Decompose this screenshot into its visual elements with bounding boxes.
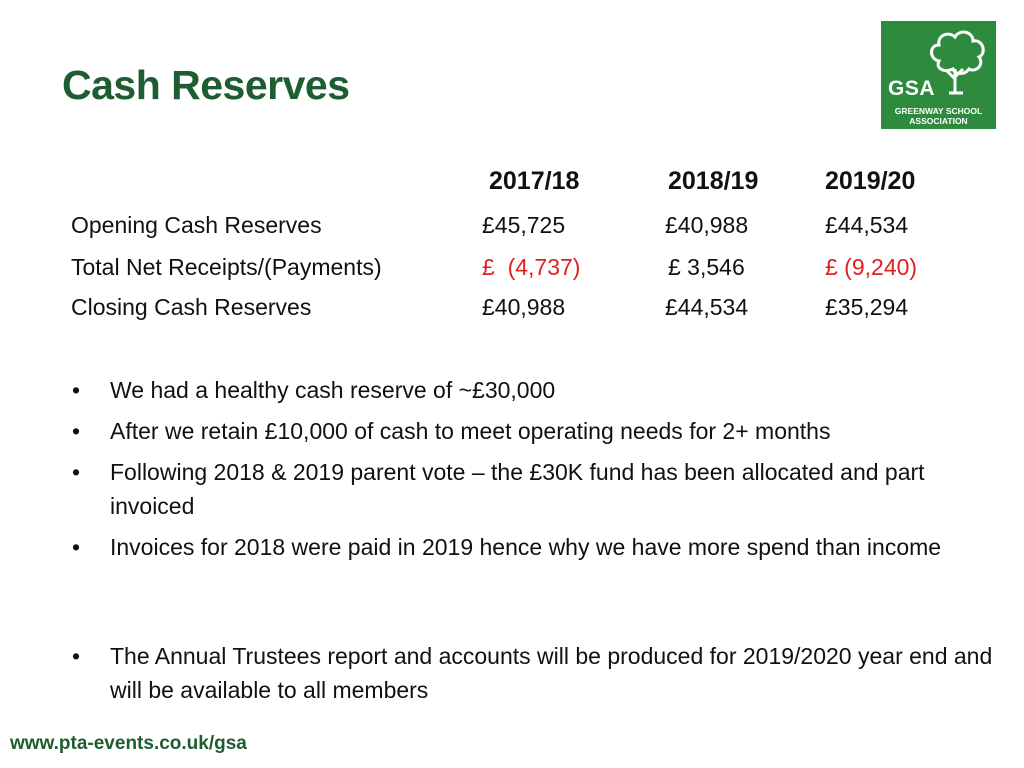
bullet-text: The Annual Trustees report and accounts will be produced for 2019/2020 year end and will be available to all members [110, 643, 993, 703]
bullet-text: Invoices for 2018 were paid in 2019 hence why we have more spend than income [110, 534, 942, 560]
cell-closing-2017-18: £40,988 [482, 294, 566, 320]
bullet-text: Following 2018 & 2019 parent vote – the £30K fund has been allocated and part invoiced [110, 459, 925, 519]
logo-line-1: GREENWAY SCHOOL [894, 106, 983, 116]
column-header-2019-20: 2019/20 [825, 167, 916, 195]
bullet-dot: • [72, 643, 81, 669]
cash-reserves-table [0, 0, 1024, 340]
row-label-closing: Closing Cash Reserves [71, 294, 312, 320]
row-label-opening: Opening Cash Reserves [71, 212, 322, 238]
bullet-dot: • [72, 418, 81, 444]
column-header-2017-18: 2017/18 [489, 167, 580, 195]
bullet-dot: • [72, 459, 81, 485]
bullet-dot: • [72, 377, 81, 403]
row-label-net-receipts: Total Net Receipts/(Payments) [71, 254, 382, 280]
cell-opening-2018-19: £40,988 [665, 212, 749, 238]
cell-net-2018-19: £ 3,546 [668, 254, 745, 280]
cell-net-2019-20: £ (9,240) [825, 254, 918, 280]
cell-net-2017-18: £ (4,737) [482, 254, 581, 280]
column-header-2018-19: 2018/19 [668, 167, 759, 195]
slide-title: Cash Reserves [62, 62, 350, 108]
cell-opening-2017-18: £45,725 [482, 212, 566, 238]
bullet-text: After we retain £10,000 of cash to meet operating needs for 2+ months [110, 418, 831, 444]
logo-line-2: ASSOCIATION [909, 116, 968, 126]
cell-closing-2019-20: £35,294 [825, 294, 909, 320]
bullet-text: We had a healthy cash reserve of ~£30,000 [110, 377, 556, 403]
logo-abbreviation: GSA [888, 77, 936, 100]
cell-closing-2018-19: £44,534 [665, 294, 749, 320]
cell-opening-2019-20: £44,534 [825, 212, 909, 238]
footer-url: www.pta-events.co.uk/gsa [10, 733, 247, 754]
bullet-dot: • [72, 534, 81, 560]
